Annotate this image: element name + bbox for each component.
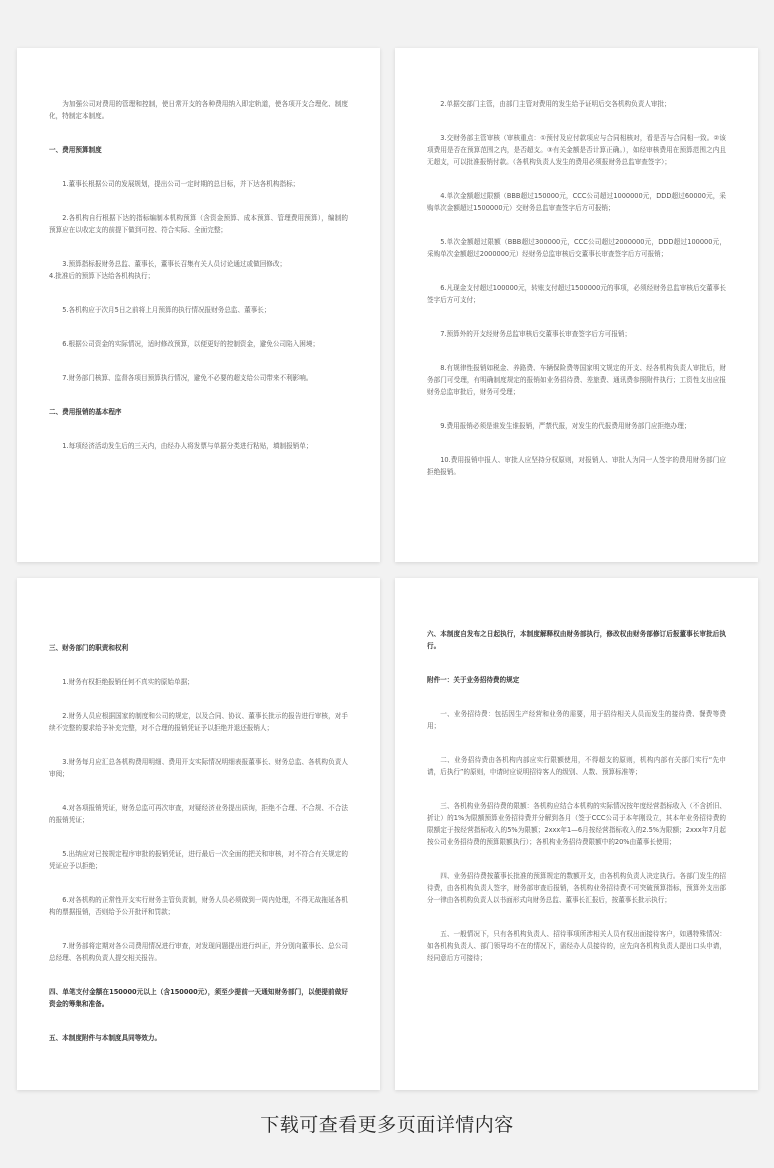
paragraph: 9.费用报销必须是谁发生谁报销，严禁代报，对发生的代报费用财务部门应拒绝办理； (440, 422, 691, 430)
document-page-3 (17, 578, 380, 1090)
paragraph: 6.凡现金支付超过100000元，转账支付超过1500000元的事项，必须经财务总监审核后交董事长签字后方可支付； (427, 284, 726, 304)
download-more-caption: 下载可查看更多页面详情内容 (260, 1114, 514, 1136)
paragraph: 三、各机构业务招待费的限额：各机构应结合本机构的实际情况按年度经营指标收入（不含折旧、折让）的1%为限额预算业务招待费并分解到各月（签于CCC公司于本年刚设立，其本年业务招待费的限额定于按经营指标收入的5%为限额；2xxx年1—6月按经营指标收入的2.5%为限额；2xxx年7月起按公司业务招待费的预算限额执行）；各机构业务招待费限额中的20%由董事长使用； (427, 802, 726, 846)
paragraph: 二、业务招待费由各机构内部应实行限额使用，不得超支的原则，机构内部有关部门实行“先申请，后执行”的原则，申请时应说明招待客人的级别、人数、预算标准等； (427, 756, 726, 776)
section-heading: 四、单笔支付金额在150000元以上（含150000元），须至少提前一天通知财务部门，以便提前做好资金的筹集和准备。 (49, 988, 348, 1008)
paragraph: 4.对各项报销凭证，财务总监可再次审查，对疑经济业务提出质询，拒绝不合理、不合规、不合法的报销凭证； (49, 804, 348, 824)
paragraph: 5.各机构应于次月5日之前将上月预算的执行情况报财务总监、董事长； (62, 306, 271, 314)
section-heading: 一、费用预算制度 (49, 146, 102, 154)
document-page-4 (395, 578, 758, 1090)
paragraph: 3.预算指标报财务总监、董事长，董事长召集有关人员讨论通过或做回修改； 4.批准后的预算下达给各机构执行； (49, 260, 287, 280)
paragraph: 3.交财务部主管审核（审核重点：①预付及应付款项应与合同相核对，看是否与合同相一致。②该项费用是否在预算范围之内，是否超支。③有关金额是否计算正确。），如经审核费用在预算范围之内且无超支，可以批准报销付款。（各机构负责人发生的费用必须报财务总监审查签字）； (427, 134, 726, 166)
document-page-2 (395, 48, 758, 562)
paragraph: 5.单次金额超过限额（BBB超过300000元，CCC公司超过2000000元，DDD超过100000元，采购单次金额超过2000000元）经财务总监审核后交董事长审查签字后方可报销； (427, 238, 726, 258)
section-heading: 三、财务部门的职责和权利 (49, 644, 129, 652)
paragraph: 1.每项经济活动发生后的三天内，由经办人将发票与单据分类进行粘贴，填制报销单； (62, 442, 313, 450)
paragraph: 7.财务部将定期对各公司费用情况进行审查，对发现问题提出进行纠正，并分别向董事长、总公司总经理、各机构负责人提交相关报告。 (49, 942, 348, 962)
paragraph: 4.单次金额超过限额（BBB超过150000元，CCC公司超过1000000元，DDD超过60000元，采购单次金额超过1500000元）交财务总监审查签字后方可报销； (427, 192, 726, 212)
section-heading: 附件一：关于业务招待费的规定 (427, 676, 520, 684)
document-page-1 (17, 48, 380, 562)
section-heading: 六、本制度自发布之日起执行，本制度解释权由财务部执行，修改权由财务部修订后报董事长审批后执行。 (427, 630, 726, 650)
paragraph: 四、业务招待费按董事长批准的预算规定的数额开支，由各机构负责人决定执行。各部门发生的招待费，由各机构负责人签字，财务部审查后报销，各机构业务招待费不可突破预算指标，预算外支出部分一律由各机构负责人以书面形式向财务总监、董事长汇报后，按董事长批示执行； (427, 872, 726, 904)
paragraph: 10.费用报销申报人、审批人应坚持分权原则，对报销人、审批人为同一人签字的费用财务部门应拒绝报销。 (427, 456, 726, 476)
paragraph: 6.根据公司资金的实际情况，适时修改预算，以便更好的控制资金，避免公司陷入困境； (62, 340, 320, 348)
paragraph: 1.董事长根据公司的发展规划，提出公司一定时期的总目标，并下达各机构指标； (62, 180, 300, 188)
paragraph: 2.单据交部门主管，由部门主管对费用的发生给予证明后交各机构负责人审批； (440, 100, 671, 108)
paragraph: 3.财务每月应汇总各机构费用明细、费用开支实际情况明细表报董事长、财务总监、各机构负责人审阅； (49, 758, 348, 778)
section-heading: 二、费用报销的基本程序 (49, 408, 122, 416)
paragraph: 5.出纳应对已按规定程序审批的报销凭证，进行最后一次全面的把关和审核，对不符合有关规定的凭证应予以拒绝； (49, 850, 348, 870)
paragraph: 五、一般情况下，只有各机构负责人、招待事项所涉相关人员有权出面接待客户，如遇特殊情况：如各机构负责人、部门领导均不在的情况下，需经办人员接待的，应先向各机构负责人提出口头申请，经同意后方可接待； (427, 930, 726, 962)
section-heading: 五、本制度附件与本制度具同等效力。 (49, 1034, 162, 1042)
paragraph: 2.各机构自行根据下达的指标编制本机构预算（含资金预算、成本预算、管理费用预算），编制的预算应在以收定支的前提下做到可控、符合实际、全面完整； (49, 214, 348, 234)
paragraph: 7.财务部门核算、监督各项目预算执行情况，避免不必要的超支给公司带来不利影响。 (62, 374, 313, 382)
paragraph: 6.对各机构的正常性开支实行财务主管负责制，财务人员必须做到一周内处理，不得无故拖延各机构的票据报销，否则给予公开批评和罚款； (49, 896, 348, 916)
paragraph: 2.财务人员应根据国家的制度和公司的规定，以及合同、协议、董事长批示的报告进行审核，对手续不完整的要求给予补充完整，对不合理的报销凭证予以拒绝并退还报销人； (49, 712, 348, 732)
paragraph: 8.有规律性报销如税金、养路费、车辆保险费等国家明文规定的开支、经各机构负责人审批后，财务部门可受理，有明确制度规定的报销如业务招待费、差旅费、通讯费参照附件执行；工资性支出应报财务总监审批后，财务可受理； (427, 364, 726, 396)
paragraph: 为加强公司对费用的管理和控制，使日常开支的各种费用纳入即定轨道，使各项开支合理化、制度化，特制定本制度。 (49, 100, 348, 120)
paragraph: 7.预算外的开支经财务总监审核后交董事长审查签字后方可报销； (440, 330, 632, 338)
paragraph: 1.财务有权拒绝报销任何不真实的原始单据； (62, 678, 194, 686)
paragraph: 一、业务招待费：包括因生产经营和业务的需要，用于招待相关人员而发生的接待费、餐费等费用； (427, 710, 726, 730)
